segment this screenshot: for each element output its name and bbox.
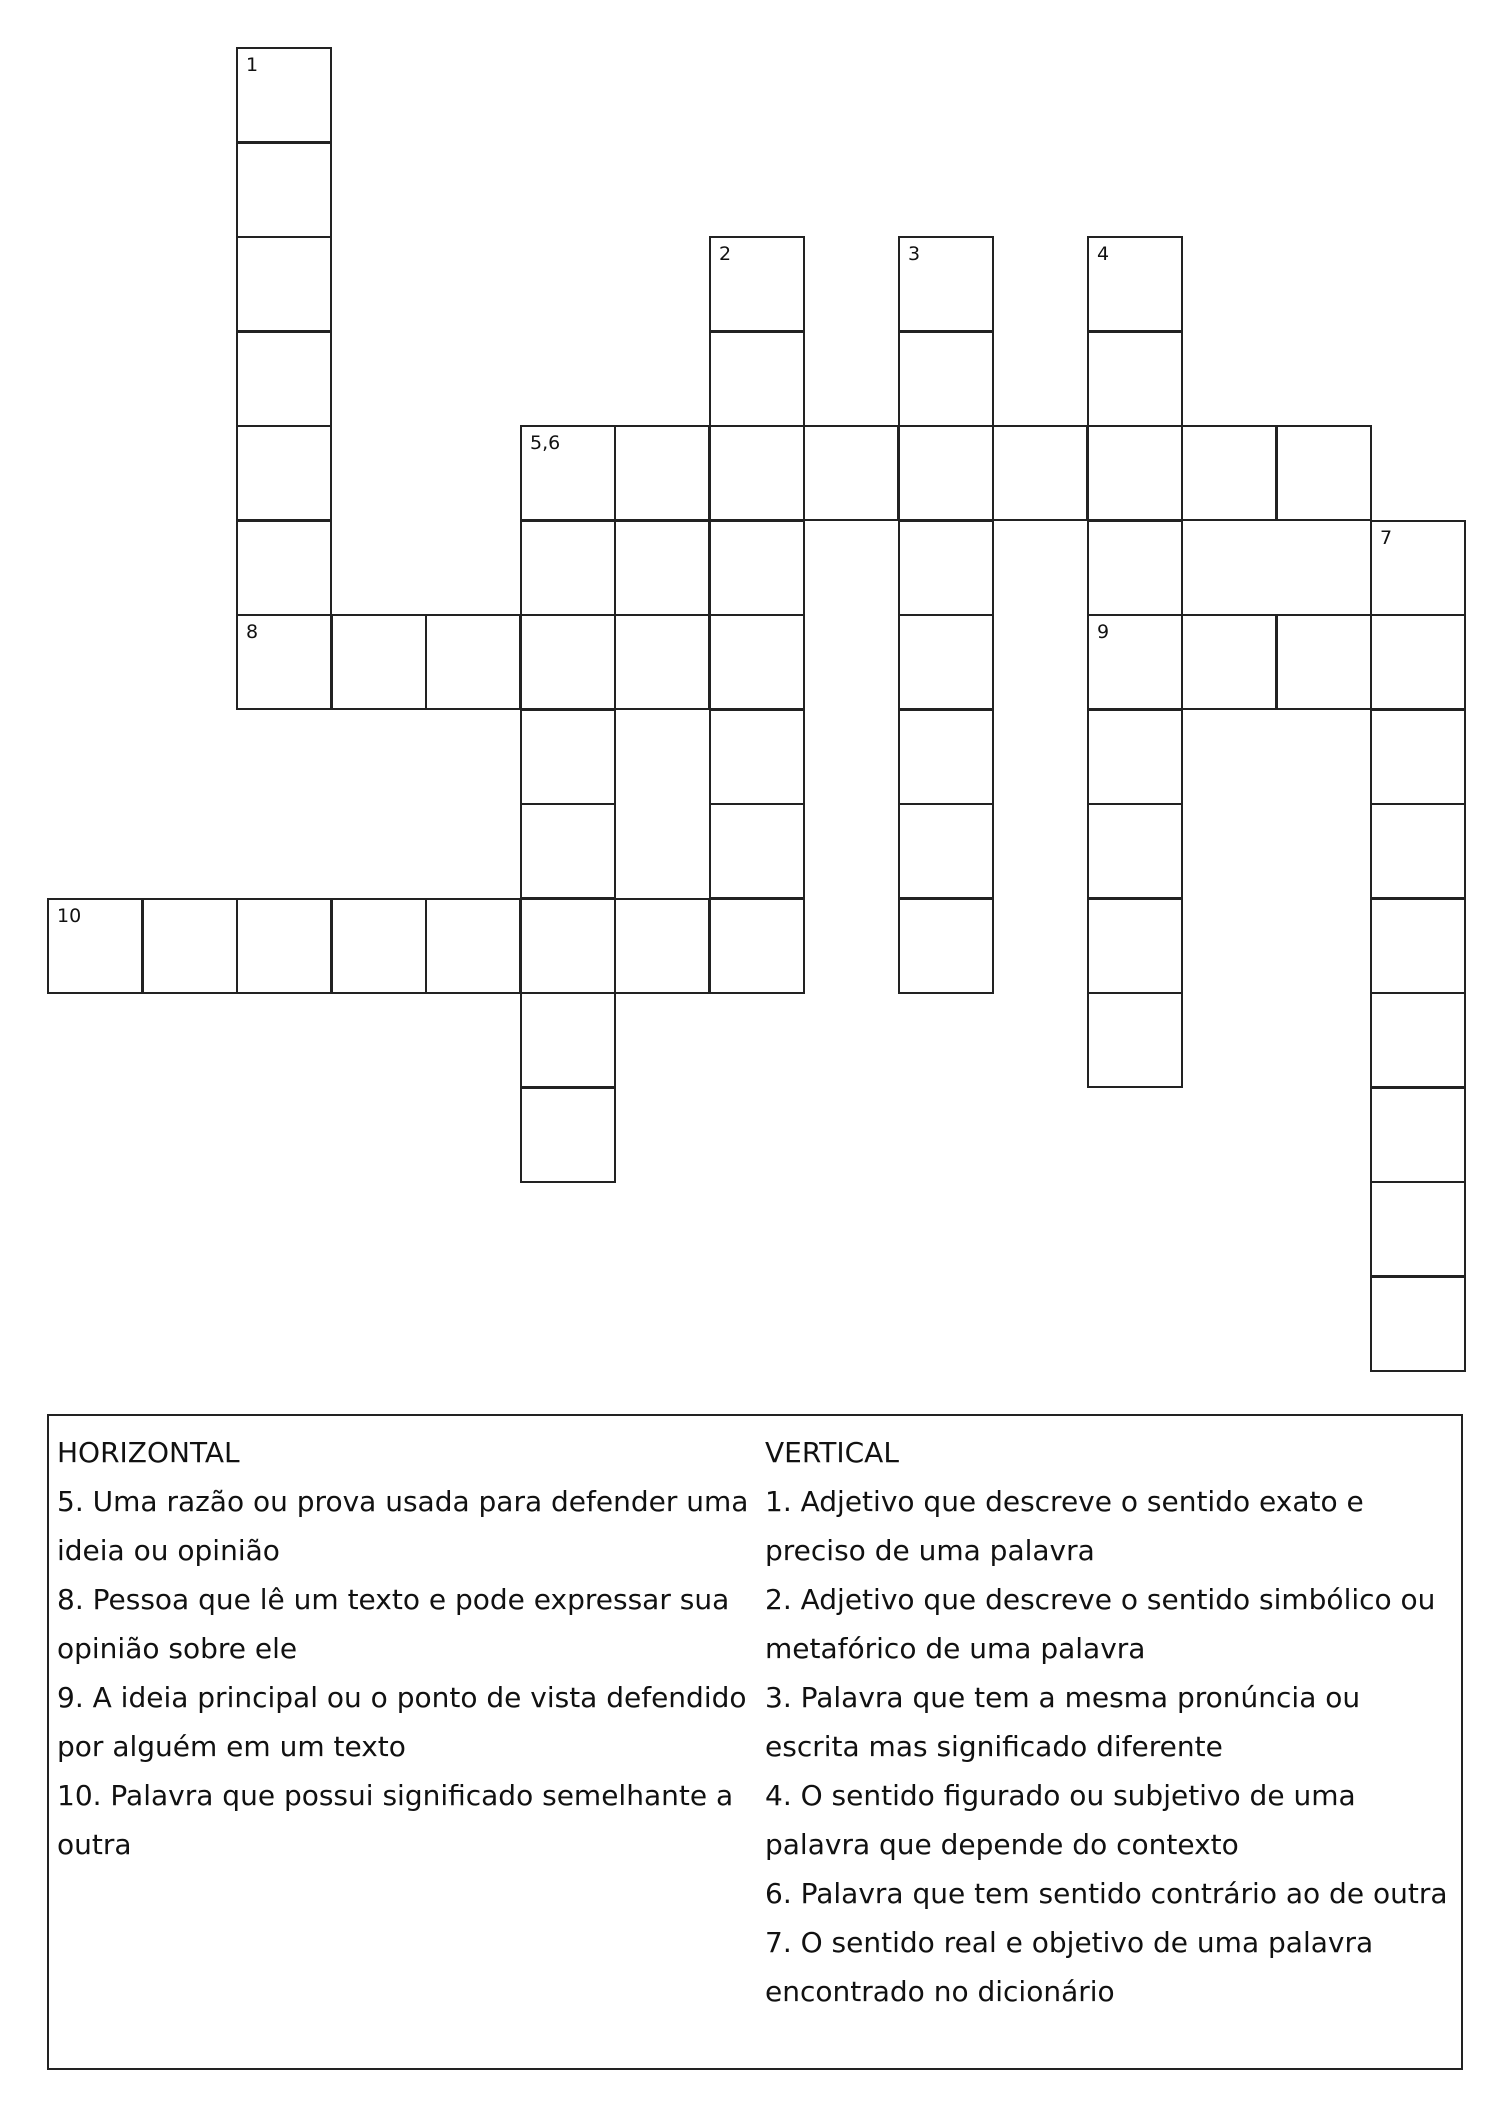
crossword-cell[interactable] — [803, 425, 899, 521]
clue-v-7: 7. O sentido real e objetivo de uma palavra encontrado no dicionário — [765, 1926, 1374, 2008]
clue-v-6: 6. Palavra que tem sentido contrário ao de outra — [765, 1877, 1448, 1910]
crossword-cell[interactable] — [898, 425, 994, 521]
clue-number: 2 — [719, 243, 732, 265]
crossword-cell[interactable] — [1087, 331, 1183, 427]
crossword-cell[interactable] — [425, 614, 521, 710]
crossword-cell[interactable] — [236, 142, 332, 238]
crossword-cell[interactable] — [709, 425, 805, 521]
vertical-heading: VERTICAL — [765, 1436, 899, 1469]
crossword-cell[interactable] — [520, 709, 616, 805]
crossword-cell[interactable] — [614, 425, 710, 521]
clue-h-10: 10. Palavra que possui significado semelhante a outra — [57, 1779, 734, 1861]
clue-v-4: 4. O sentido figurado ou subjetivo de uma palavra que depende do contexto — [765, 1779, 1356, 1861]
crossword-cell[interactable] — [1370, 520, 1466, 616]
crossword-cell[interactable] — [614, 520, 710, 616]
clue-number: 3 — [908, 243, 921, 265]
crossword-cell[interactable] — [236, 520, 332, 616]
crossword-cell[interactable] — [1276, 614, 1372, 710]
crossword-cell[interactable] — [898, 614, 994, 710]
crossword-cell[interactable] — [1370, 614, 1466, 710]
crossword-cell[interactable] — [614, 898, 710, 994]
clue-v-2: 2. Adjetivo que descreve o sentido simbólico ou metafórico de uma palavra — [765, 1583, 1436, 1665]
clue-number: 8 — [246, 621, 259, 643]
clues-box — [47, 1414, 1463, 2070]
clue-number: 1 — [246, 54, 259, 76]
crossword-cell[interactable] — [236, 898, 332, 994]
vertical-clues — [765, 1428, 1455, 2016]
crossword-cell[interactable] — [520, 425, 616, 521]
crossword-cell[interactable] — [614, 614, 710, 710]
crossword-cell[interactable] — [898, 331, 994, 427]
crossword-cell[interactable] — [236, 236, 332, 332]
crossword-cell[interactable] — [1370, 1181, 1466, 1277]
crossword-cell[interactable] — [1087, 898, 1183, 994]
crossword-cell[interactable] — [898, 709, 994, 805]
crossword-cell[interactable] — [142, 898, 238, 994]
clue-h-9: 9. A ideia principal ou o ponto de vista defendido por alguém em um texto — [57, 1681, 747, 1763]
crossword-cell[interactable] — [1087, 236, 1183, 332]
clue-h-8: 8. Pessoa que lê um texto e pode expressar sua opinião sobre ele — [57, 1583, 730, 1665]
crossword-cell[interactable] — [709, 709, 805, 805]
clue-v-1: 1. Adjetivo que descreve o sentido exato e preciso de uma palavra — [765, 1485, 1364, 1567]
crossword-cell[interactable] — [1370, 992, 1466, 1088]
crossword-cell[interactable] — [1181, 425, 1277, 521]
clue-number: 5,6 — [530, 432, 561, 454]
crossword-cell[interactable] — [898, 803, 994, 899]
crossword-cell[interactable] — [709, 614, 805, 710]
crossword-cell[interactable] — [236, 425, 332, 521]
crossword-cell[interactable] — [331, 898, 427, 994]
crossword-cell[interactable] — [331, 614, 427, 710]
crossword-cell[interactable] — [898, 520, 994, 616]
clue-number: 10 — [57, 905, 82, 927]
crossword-cell[interactable] — [1087, 803, 1183, 899]
crossword-cell[interactable] — [709, 803, 805, 899]
crossword-cell[interactable] — [898, 898, 994, 994]
clue-h-5: 5. Uma razão ou prova usada para defender uma ideia ou opinião — [57, 1485, 749, 1567]
crossword-cell[interactable] — [1370, 709, 1466, 805]
crossword-cell[interactable] — [1087, 992, 1183, 1088]
crossword-cell[interactable] — [520, 898, 616, 994]
crossword-cell[interactable] — [236, 614, 332, 710]
crossword-cell[interactable] — [520, 1087, 616, 1183]
crossword-cell[interactable] — [1181, 614, 1277, 710]
clue-number: 9 — [1097, 621, 1110, 643]
clue-v-3: 3. Palavra que tem a mesma pronúncia ou escrita mas significado diferente — [765, 1681, 1361, 1763]
crossword-cell[interactable] — [1087, 614, 1183, 710]
crossword-cell[interactable] — [520, 803, 616, 899]
crossword-cell[interactable] — [898, 236, 994, 332]
crossword-cell[interactable] — [236, 47, 332, 143]
crossword-cell[interactable] — [520, 520, 616, 616]
crossword-cell[interactable] — [47, 898, 143, 994]
crossword-cell[interactable] — [1370, 1087, 1466, 1183]
crossword-cell[interactable] — [520, 614, 616, 710]
crossword-cell[interactable] — [1370, 1276, 1466, 1372]
crossword-cell[interactable] — [1370, 898, 1466, 994]
horizontal-heading: HORIZONTAL — [57, 1436, 240, 1469]
clue-number: 4 — [1097, 243, 1110, 265]
crossword-cell[interactable] — [709, 236, 805, 332]
clue-number: 7 — [1380, 527, 1393, 549]
crossword-cell[interactable] — [1087, 425, 1183, 521]
crossword-cell[interactable] — [520, 992, 616, 1088]
crossword-cell[interactable] — [992, 425, 1088, 521]
crossword-cell[interactable] — [1276, 425, 1372, 521]
crossword-cell[interactable] — [709, 898, 805, 994]
crossword-cell[interactable] — [236, 331, 332, 427]
crossword-cell[interactable] — [1370, 803, 1466, 899]
crossword-cell[interactable] — [425, 898, 521, 994]
crossword-cell[interactable] — [1087, 520, 1183, 616]
crossword-cell[interactable] — [709, 520, 805, 616]
horizontal-clues — [57, 1428, 759, 1869]
crossword-cell[interactable] — [709, 331, 805, 427]
crossword-cell[interactable] — [1087, 709, 1183, 805]
